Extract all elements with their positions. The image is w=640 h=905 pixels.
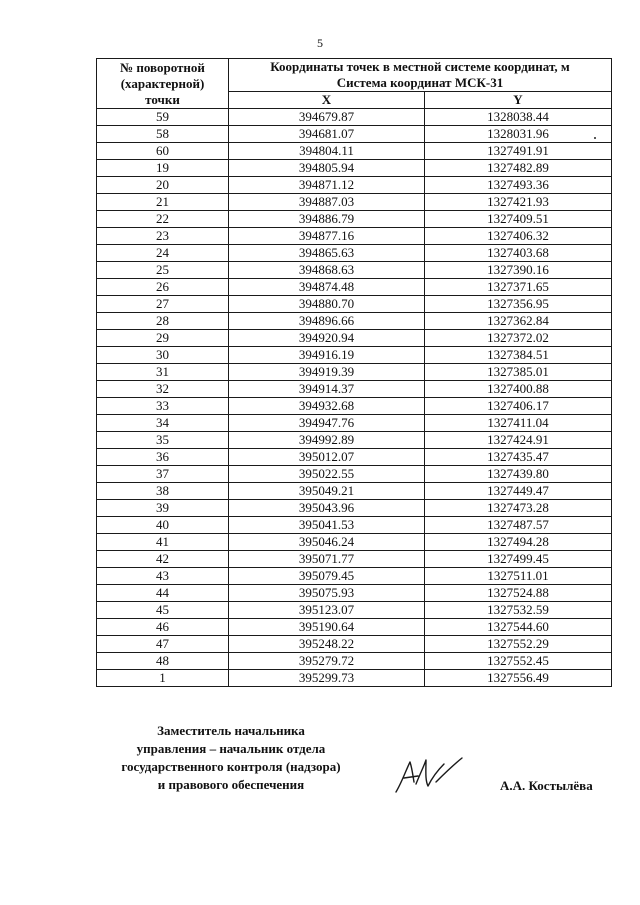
table-row [97,381,612,398]
x-coordinate-cell: 394916.19 [229,347,425,364]
point-number-cell: 30 [97,347,229,364]
table-row [97,211,612,228]
table-row [97,517,612,534]
coords-header-line1: Координаты точек в местной системе координат, м [270,59,570,74]
x-coordinate-cell: 394880.70 [229,296,425,313]
signatory-title [96,722,366,794]
x-coordinate-cell: 394932.68 [229,398,425,415]
table-row [97,483,612,500]
table-row [97,347,612,364]
y-column-header: Y [425,92,612,109]
table-row [97,500,612,517]
table-row [97,466,612,483]
x-coordinate-cell: 394877.16 [229,228,425,245]
table-row [97,109,612,126]
y-coordinate-cell: 1327421.93 [425,194,612,211]
table-row [97,568,612,585]
y-coordinate-cell: 1327384.51 [425,347,612,364]
point-number-cell: 21 [97,194,229,211]
table-row [97,160,612,177]
table-row [97,636,612,653]
x-coordinate-cell: 395022.55 [229,466,425,483]
signatory-name: А.А. Костылёва [500,778,593,793]
table-row [97,364,612,381]
point-number-cell: 58 [97,126,229,143]
y-coordinate-cell: 1327403.68 [425,245,612,262]
point-number-cell: 40 [97,517,229,534]
x-coordinate-cell: 394681.07 [229,126,425,143]
table-row [97,602,612,619]
point-number-cell: 48 [97,653,229,670]
y-coordinate-cell: 1327511.01 [425,568,612,585]
point-number-cell: 23 [97,228,229,245]
y-coordinate-cell: 1327494.28 [425,534,612,551]
table-row [97,296,612,313]
table-body [97,109,612,687]
point-header-line2: (характерной) [120,75,205,91]
point-number-cell: 47 [97,636,229,653]
x-coordinate-cell: 394886.79 [229,211,425,228]
table-row [97,194,612,211]
coordinates-group-header [229,59,612,92]
y-coordinate-cell: 1327439.80 [425,466,612,483]
y-coordinate-cell: 1328031.96 [425,126,612,143]
coordinates-table [96,58,612,687]
x-coordinate-cell: 395041.53 [229,517,425,534]
table-row [97,432,612,449]
point-number-cell: 1 [97,670,229,687]
x-coordinate-cell: 394992.89 [229,432,425,449]
signatory-title-line2: управления – начальник отдела [136,741,326,756]
x-coordinate-cell: 394679.87 [229,109,425,126]
table-row [97,398,612,415]
table-row [97,551,612,568]
y-coordinate-cell: 1327544.60 [425,619,612,636]
x-coordinate-cell: 395075.93 [229,585,425,602]
point-number-cell: 33 [97,398,229,415]
point-number-header [97,59,229,109]
point-number-cell: 26 [97,279,229,296]
point-number-cell: 32 [97,381,229,398]
point-number-cell: 28 [97,313,229,330]
y-coordinate-cell: 1327406.17 [425,398,612,415]
point-number-cell: 43 [97,568,229,585]
point-number-cell: 35 [97,432,229,449]
point-number-cell: 25 [97,262,229,279]
x-coordinate-cell: 394919.39 [229,364,425,381]
point-number-cell: 36 [97,449,229,466]
y-coordinate-cell: 1327556.49 [425,670,612,687]
handwritten-signature [392,752,472,798]
table-row [97,177,612,194]
table-row [97,619,612,636]
x-coordinate-cell: 395071.77 [229,551,425,568]
x-coordinate-cell: 395046.24 [229,534,425,551]
point-number-cell: 38 [97,483,229,500]
x-coordinate-cell: 395043.96 [229,500,425,517]
coords-header-line2: Система координат МСК-31 [336,75,504,90]
x-coordinate-cell: 395079.45 [229,568,425,585]
table-row [97,143,612,160]
x-coordinate-cell: 394871.12 [229,177,425,194]
page-number: 5 [317,36,323,50]
point-number-cell: 19 [97,160,229,177]
y-coordinate-cell: 1327491.91 [425,143,612,160]
point-number-cell: 31 [97,364,229,381]
signatory-title-line1: Заместитель начальника [157,723,305,738]
point-header-line1: № поворотной [120,59,205,75]
point-number-cell: 60 [97,143,229,160]
point-number-cell: 45 [97,602,229,619]
y-coordinate-cell: 1327406.32 [425,228,612,245]
table-row [97,245,612,262]
table-row [97,415,612,432]
x-coordinate-cell: 395123.07 [229,602,425,619]
x-coordinate-cell: 395012.07 [229,449,425,466]
table-row [97,670,612,687]
y-coordinate-cell: 1327552.29 [425,636,612,653]
table-row [97,534,612,551]
y-coordinate-cell: 1327473.28 [425,500,612,517]
point-number-cell: 29 [97,330,229,347]
table-row [97,262,612,279]
x-coordinate-cell: 395279.72 [229,653,425,670]
y-coordinate-cell: 1327371.65 [425,279,612,296]
x-coordinate-cell: 394947.76 [229,415,425,432]
y-coordinate-cell: 1327424.91 [425,432,612,449]
point-number-cell: 39 [97,500,229,517]
x-coordinate-cell: 394874.48 [229,279,425,296]
y-coordinate-cell: 1327493.36 [425,177,612,194]
point-number-cell: 44 [97,585,229,602]
point-number-cell: 22 [97,211,229,228]
y-coordinate-cell: 1327449.47 [425,483,612,500]
y-coordinate-cell: 1327482.89 [425,160,612,177]
point-number-cell: 42 [97,551,229,568]
y-coordinate-cell: 1327400.88 [425,381,612,398]
x-coordinate-cell: 394868.63 [229,262,425,279]
x-coordinate-cell: 395299.73 [229,670,425,687]
point-number-cell: 41 [97,534,229,551]
x-coordinate-cell: 394804.11 [229,143,425,160]
point-number-cell: 24 [97,245,229,262]
y-coordinate-cell: 1327390.16 [425,262,612,279]
x-coordinate-cell: 394920.94 [229,330,425,347]
point-number-cell: 27 [97,296,229,313]
x-coordinate-cell: 394887.03 [229,194,425,211]
table-row [97,126,612,143]
table-row [97,279,612,296]
table-row [97,585,612,602]
table-row [97,449,612,466]
signatory-title-line4: и правового обеспечения [157,777,305,792]
y-coordinate-cell: 1327532.59 [425,602,612,619]
y-coordinate-cell: 1327552.45 [425,653,612,670]
point-header-line3: точки [145,91,180,107]
table-row [97,313,612,330]
point-number-cell: 34 [97,415,229,432]
y-coordinate-cell: 1327356.95 [425,296,612,313]
x-coordinate-cell: 395049.21 [229,483,425,500]
point-number-cell: 37 [97,466,229,483]
point-number-cell: 46 [97,619,229,636]
y-coordinate-cell: 1327435.47 [425,449,612,466]
point-number-cell: 20 [97,177,229,194]
x-column-header: X [229,92,425,109]
y-coordinate-cell: 1327372.02 [425,330,612,347]
y-coordinate-cell: 1327487.57 [425,517,612,534]
table-row [97,653,612,670]
y-coordinate-cell: 1327385.01 [425,364,612,381]
y-coordinate-cell: 1327524.88 [425,585,612,602]
x-coordinate-cell: 395248.22 [229,636,425,653]
x-coordinate-cell: 394896.66 [229,313,425,330]
signatory-title-line3: государственного контроля (надзора) [121,759,341,774]
y-coordinate-cell: 1327409.51 [425,211,612,228]
y-coordinate-cell: 1327362.84 [425,313,612,330]
x-coordinate-cell: 395190.64 [229,619,425,636]
y-coordinate-cell: 1328038.44 [425,109,612,126]
table-row [97,330,612,347]
y-coordinate-cell: 1327411.04 [425,415,612,432]
x-coordinate-cell: 394805.94 [229,160,425,177]
table-header [97,59,612,109]
table-row [97,228,612,245]
y-coordinate-cell: 1327499.45 [425,551,612,568]
point-number-cell: 59 [97,109,229,126]
x-coordinate-cell: 394865.63 [229,245,425,262]
x-coordinate-cell: 394914.37 [229,381,425,398]
